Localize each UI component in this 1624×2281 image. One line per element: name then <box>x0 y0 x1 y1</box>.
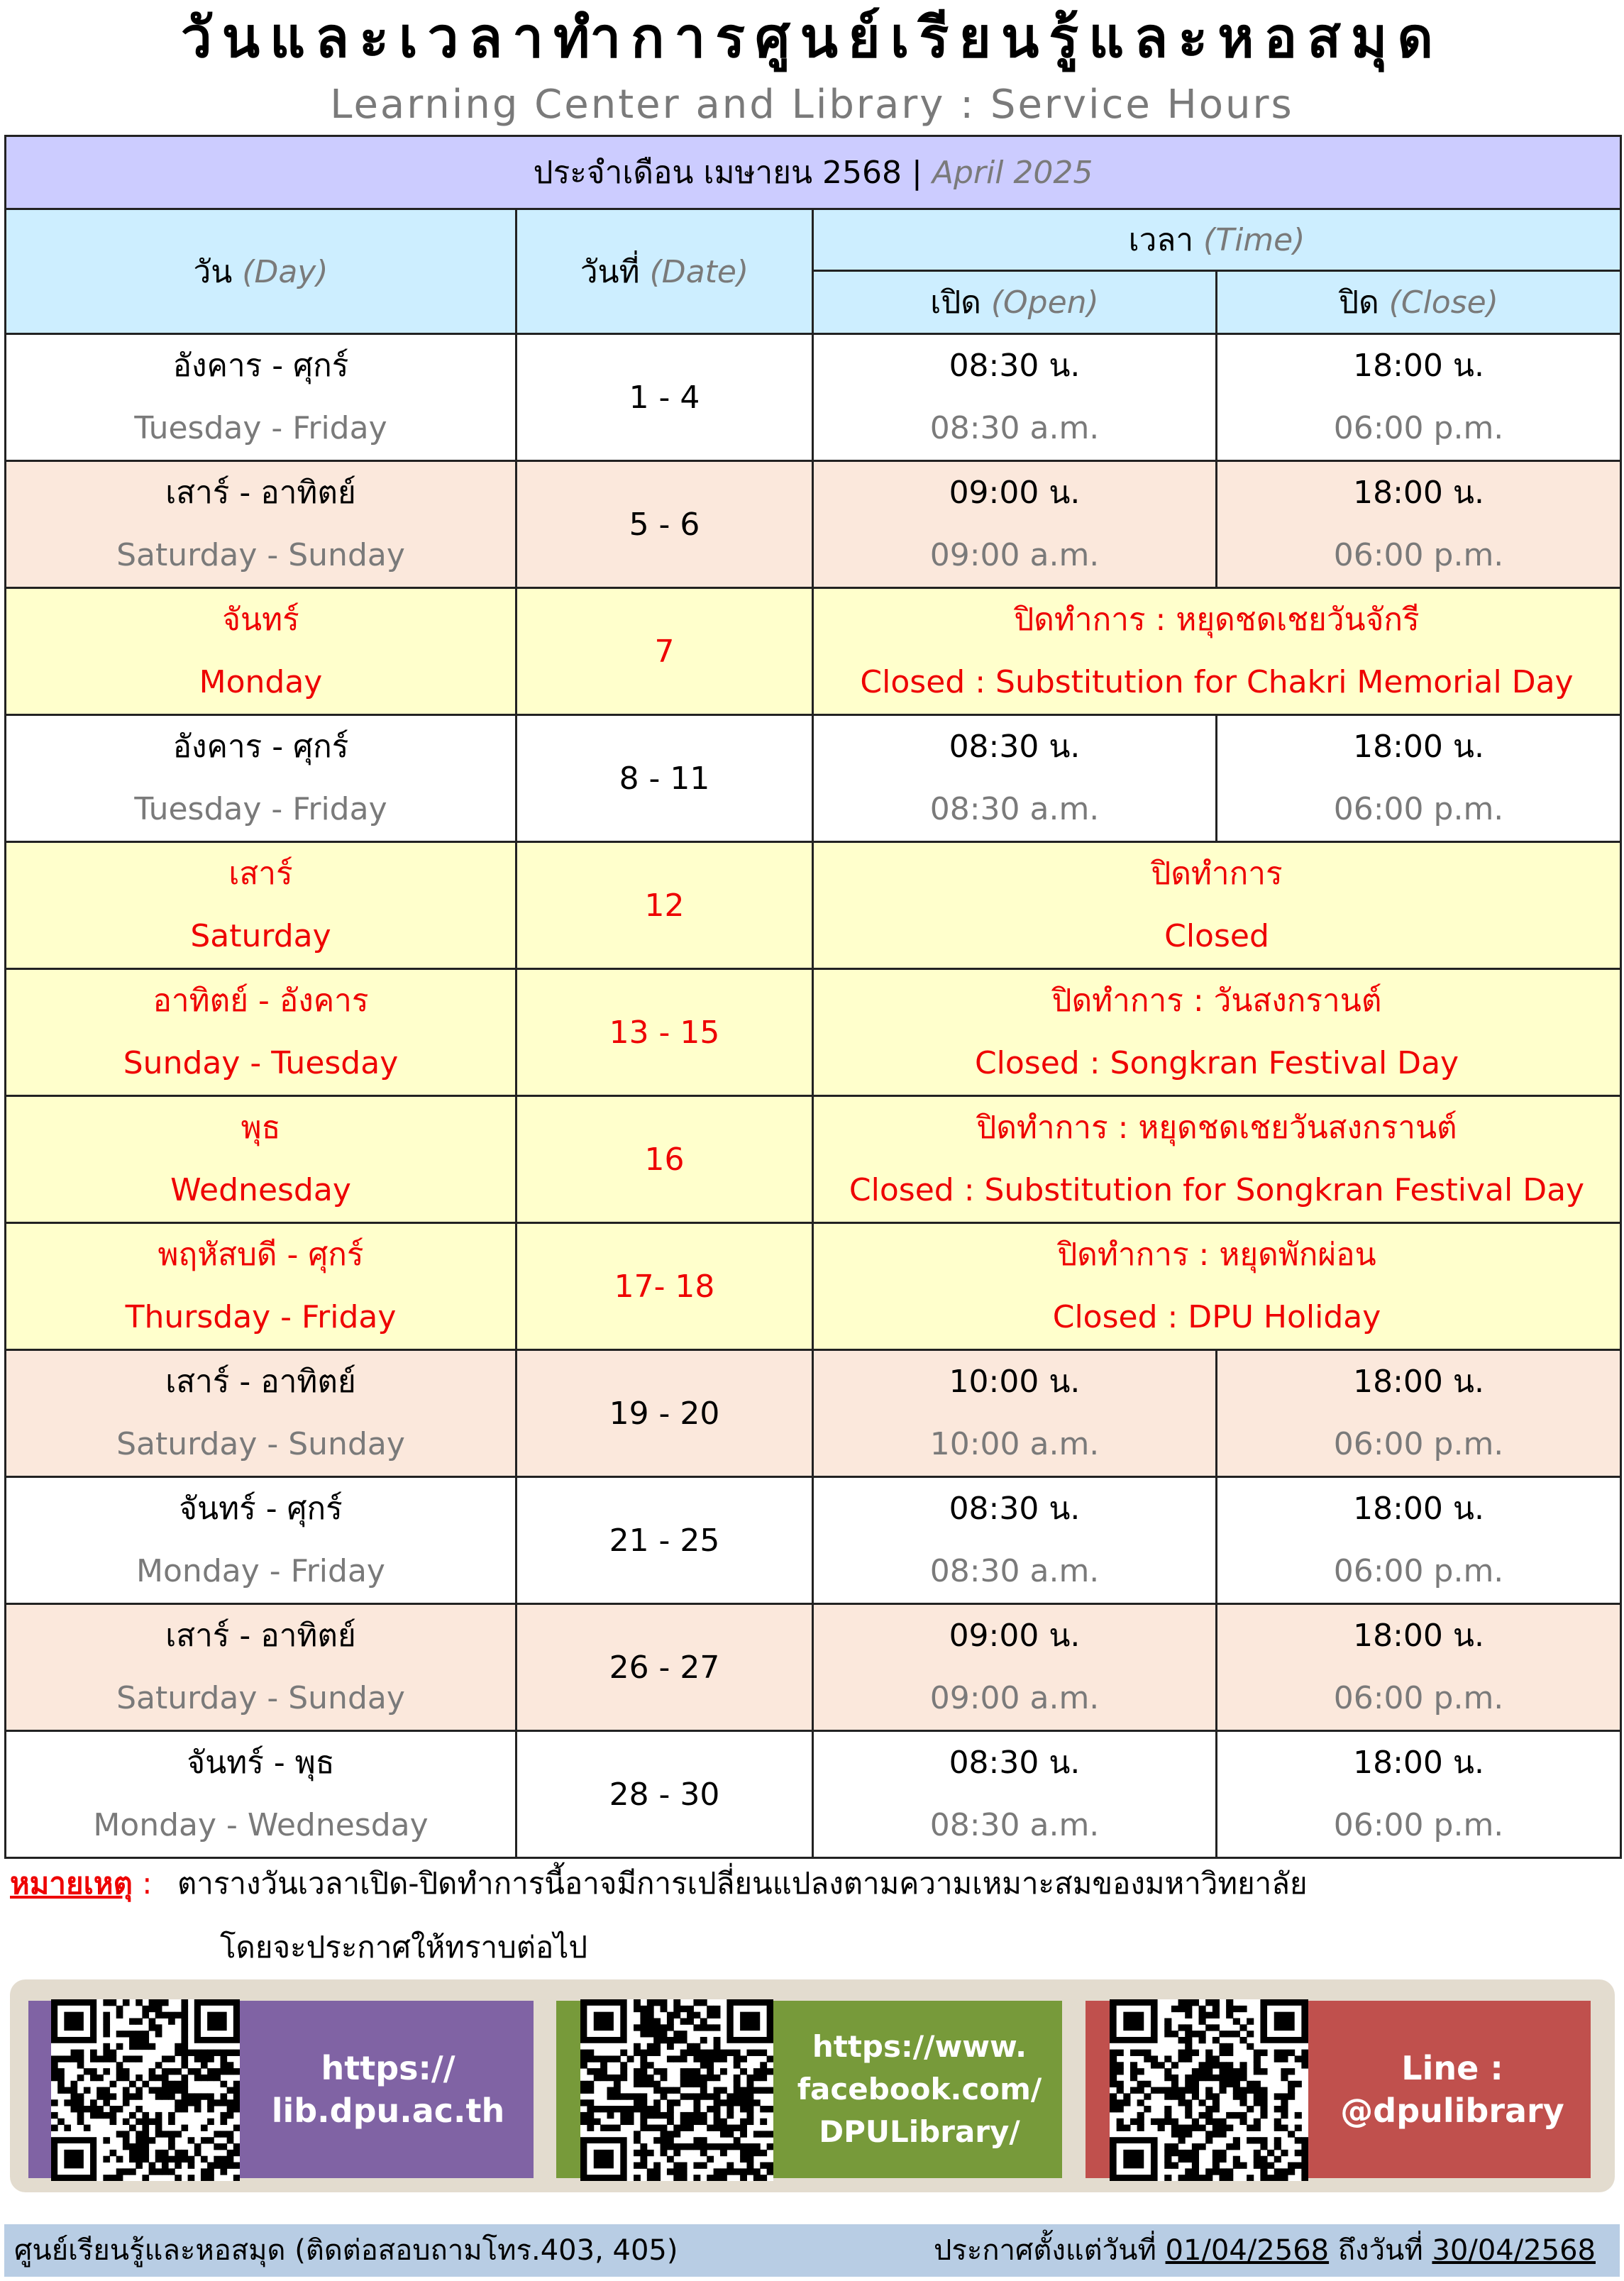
close-cell: 18:00 น. 06:00 p.m. <box>1217 1350 1621 1477</box>
day-cell: อังคาร - ศุกร์ Tuesday - Friday <box>6 715 517 842</box>
open-column-header <box>813 271 1217 334</box>
table-row <box>6 334 1621 461</box>
close-header-thai: ปิด <box>1339 285 1379 321</box>
closed-cell: ปิดทำการ : หยุดชดเชยวันจักรี Closed : Substitution for Chakri Memorial Day <box>813 588 1621 715</box>
table-row <box>6 715 1621 842</box>
close-header-english: (Close) <box>1388 285 1498 321</box>
day-cell: อังคาร - ศุกร์ Tuesday - Friday <box>6 334 517 461</box>
qr-code-icon <box>580 1999 773 2181</box>
time-column-header <box>813 209 1621 271</box>
note-text <box>177 1852 1596 1979</box>
date-cell: 16 <box>517 1096 813 1223</box>
closed-cell: ปิดทำการ : หยุดชดเชยวันสงกรานต์ Closed : Substitution for Songkran Festival Day <box>813 1096 1621 1223</box>
day-cell: เสาร์ - อาทิตย์ Saturday - Sunday <box>6 1604 517 1731</box>
open-cell: 08:30 น. 08:30 a.m. <box>813 715 1217 842</box>
note-line-1: ตารางวันเวลาเปิด-ปิดทำการนี้อาจมีการเปลี่ยนแปลงตามความเหมาะสมของมหาวิทยาลัย <box>177 1866 1308 1901</box>
date-cell: 5 - 6 <box>517 461 813 588</box>
close-cell: 18:00 น. 06:00 p.m. <box>1217 1477 1621 1604</box>
day-column-header <box>6 209 517 334</box>
open-cell: 08:30 น. 08:30 a.m. <box>813 334 1217 461</box>
date-cell: 21 - 25 <box>517 1477 813 1604</box>
qr-code-icon <box>51 1999 240 2181</box>
time-header-english: (Time) <box>1203 222 1305 258</box>
day-cell: จันทร์ Monday <box>6 588 517 715</box>
day-cell: เสาร์ - อาทิตย์ Saturday - Sunday <box>6 1350 517 1477</box>
table-row <box>6 1477 1621 1604</box>
note-line-2: โดยจะประกาศให้ทราบต่อไป <box>220 1930 588 1965</box>
open-cell: 10:00 น. 10:00 a.m. <box>813 1350 1217 1477</box>
open-header-english: (Open) <box>990 285 1099 321</box>
date-cell: 19 - 20 <box>517 1350 813 1477</box>
close-column-header <box>1217 271 1621 334</box>
day-cell: จันทร์ - พุธ Monday - Wednesday <box>6 1731 517 1858</box>
footer-bar <box>4 2224 1620 2277</box>
footer-announcement: ประกาศตั้งแต่วันที่ 01/04/2568 ถึงวันที่ 30/04/2568 <box>933 2234 1596 2267</box>
date-cell: 26 - 27 <box>517 1604 813 1731</box>
page-title-english: Learning Center and Library : Service Hours <box>330 82 1294 128</box>
close-cell: 18:00 น. 06:00 p.m. <box>1217 715 1621 842</box>
day-cell: จันทร์ - ศุกร์ Monday - Friday <box>6 1477 517 1604</box>
open-header-thai: เปิด <box>930 285 981 321</box>
month-english: April 2025 <box>932 155 1093 191</box>
day-header-english: (Day) <box>242 253 328 290</box>
close-cell: 18:00 น. 06:00 p.m. <box>1217 1604 1621 1731</box>
open-cell: 09:00 น. 09:00 a.m. <box>813 461 1217 588</box>
closed-cell: ปิดทำการ Closed <box>813 842 1621 969</box>
date-cell: 28 - 30 <box>517 1731 813 1858</box>
page-title-thai: วันและเวลาทำการศูนย์เรียนรู้และหอสมุด <box>180 6 1444 70</box>
closed-cell: ปิดทำการ : หยุดพักผ่อน Closed : DPU Holiday <box>813 1223 1621 1350</box>
date-cell: 8 - 11 <box>517 715 813 842</box>
day-cell: อาทิตย์ - อังคาร Sunday - Tuesday <box>6 969 517 1096</box>
table-row <box>6 1350 1621 1477</box>
date-cell: 17- 18 <box>517 1223 813 1350</box>
date-header-english: (Date) <box>649 253 749 290</box>
footer-contact: ศูนย์เรียนรู้และหอสมุด (ติดต่อสอบถามโทร.403, 405) <box>14 2234 678 2267</box>
month-header <box>6 136 1621 209</box>
note-label: หมายเหตุ <box>10 1866 133 1901</box>
open-cell: 08:30 น. 08:30 a.m. <box>813 1477 1217 1604</box>
table-row <box>6 1096 1621 1223</box>
service-hours-table <box>4 135 1622 1859</box>
time-header-thai: เวลา <box>1128 222 1194 258</box>
day-cell: เสาร์ - อาทิตย์ Saturday - Sunday <box>6 461 517 588</box>
date-cell: 1 - 4 <box>517 334 813 461</box>
table-row <box>6 969 1621 1096</box>
open-cell: 09:00 น. 09:00 a.m. <box>813 1604 1217 1731</box>
close-cell: 18:00 น. 06:00 p.m. <box>1217 461 1621 588</box>
day-cell: เสาร์ Saturday <box>6 842 517 969</box>
qr-code-icon <box>1110 1999 1308 2181</box>
note-label-wrap <box>10 1852 152 1916</box>
month-thai: ประจำเดือน เมษายน 2568 | <box>533 155 922 191</box>
table-row <box>6 1731 1621 1858</box>
date-cell: 7 <box>517 588 813 715</box>
note-colon: : <box>142 1866 153 1901</box>
website-link[interactable]: https:// lib.dpu.ac.th <box>271 2049 505 2130</box>
announce-from-date: 01/04/2568 <box>1165 2234 1330 2267</box>
table-row <box>6 588 1621 715</box>
close-cell: 18:00 น. 06:00 p.m. <box>1217 1731 1621 1858</box>
facebook-link[interactable]: https://www. facebook.com/ DPULibrary/ <box>797 2029 1042 2149</box>
date-cell: 12 <box>517 842 813 969</box>
closed-cell: ปิดทำการ : วันสงกรานต์ Closed : Songkran Festival Day <box>813 969 1621 1096</box>
table-row <box>6 1223 1621 1350</box>
day-header-thai: วัน <box>193 253 233 290</box>
table-row <box>6 842 1621 969</box>
line-id[interactable]: Line : @dpulibrary <box>1340 2049 1564 2130</box>
date-header-thai: วันที่ <box>580 253 640 290</box>
table-row <box>6 461 1621 588</box>
announce-to-date: 30/04/2568 <box>1432 2234 1596 2267</box>
date-column-header <box>517 209 813 334</box>
table-row <box>6 1604 1621 1731</box>
open-cell: 08:30 น. 08:30 a.m. <box>813 1731 1217 1858</box>
day-cell: พฤหัสบดี - ศุกร์ Thursday - Friday <box>6 1223 517 1350</box>
day-cell: พุธ Wednesday <box>6 1096 517 1223</box>
date-cell: 13 - 15 <box>517 969 813 1096</box>
close-cell: 18:00 น. 06:00 p.m. <box>1217 334 1621 461</box>
